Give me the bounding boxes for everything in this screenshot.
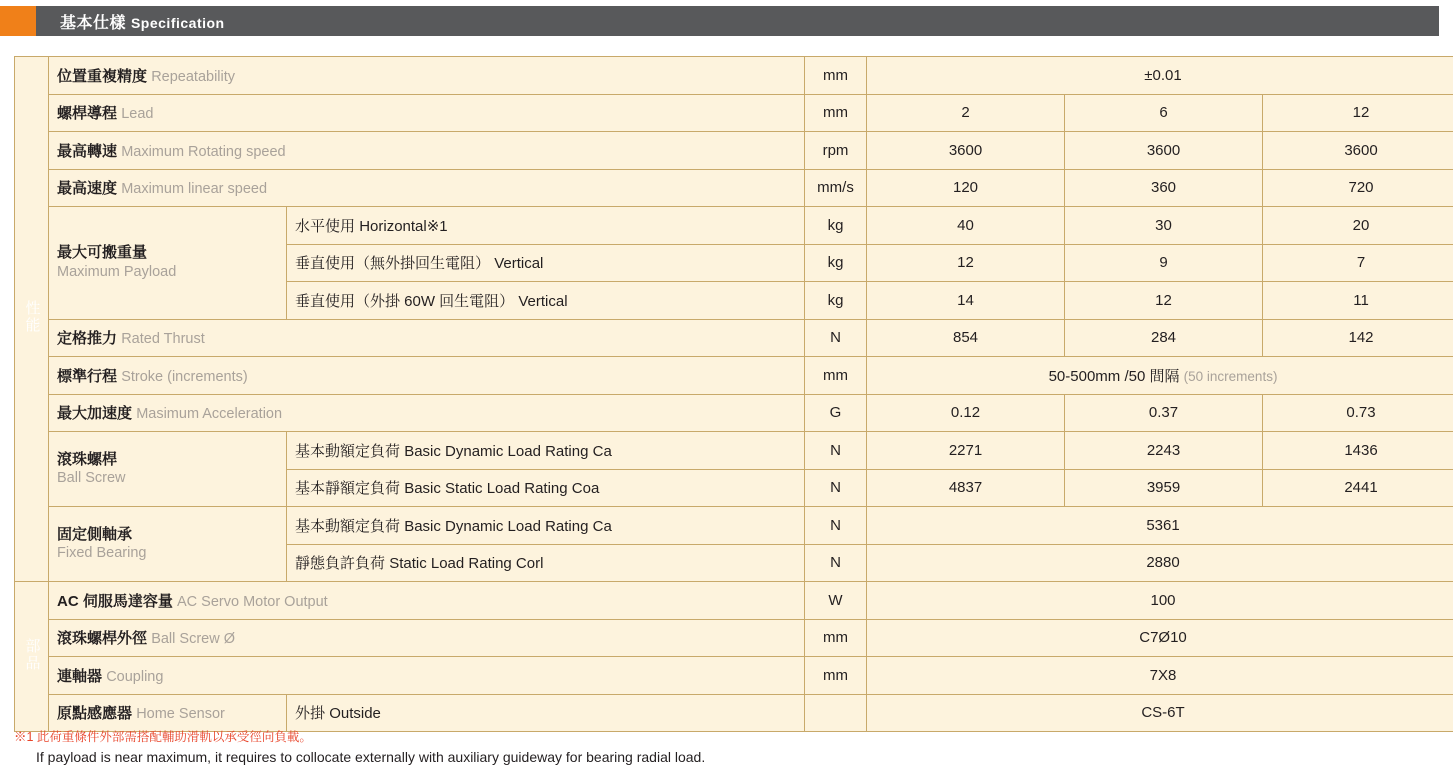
row-value-2: 3959 (1065, 469, 1263, 507)
row-value-3: 7 (1263, 244, 1453, 282)
row-unit: mm (805, 357, 867, 395)
row-label-cn: 最大可搬重量 (57, 244, 278, 263)
row-label-fixedbearing (49, 507, 287, 582)
row-value-1: 2 (867, 94, 1065, 132)
row-sublabel (287, 544, 805, 582)
row-label-cn: 連軸器 (57, 668, 102, 685)
row-value-all: 2880 (867, 544, 1453, 582)
row-label-en: Masimum Acceleration (136, 406, 282, 422)
row-label-en: Stroke (increments) (121, 369, 248, 385)
row-sublabel-cn: 基本動額定負荷 (295, 518, 400, 535)
footnote-line-cn: ※1 此荷重條件外部需搭配輔助滑軌以承受徑向負載。 (14, 728, 1439, 747)
group-label-components-text: 部品 (24, 638, 40, 672)
table-row (15, 319, 1453, 357)
row-sublabel (287, 469, 805, 507)
row-label-cn: 固定側軸承 (57, 526, 278, 545)
row-value-all: C7Ø10 (867, 619, 1453, 657)
header-accent-tab (0, 6, 36, 36)
row-unit: W (805, 582, 867, 620)
row-unit: mm (805, 657, 867, 695)
row-unit: N (805, 319, 867, 357)
table-row (15, 94, 1453, 132)
row-unit: N (805, 544, 867, 582)
row-sublabel-cn: 基本動額定負荷 (295, 443, 400, 460)
row-sublabel-en: Outside (329, 705, 381, 722)
row-label-en: Home Sensor (136, 706, 225, 722)
row-unit: mm/s (805, 169, 867, 207)
table-row (15, 694, 1453, 732)
row-label-payload (49, 207, 287, 320)
row-value-3: 2441 (1263, 469, 1453, 507)
section-title-cn: 基本仕樣 (60, 15, 126, 32)
footnote-marker: ※1 (427, 218, 448, 235)
row-value-2: 3600 (1065, 132, 1263, 170)
row-label-cn: 原點感應器 (57, 705, 132, 722)
row-sublabel-en: Vertical (518, 293, 567, 310)
row-value-2: 12 (1065, 282, 1263, 320)
section-title-en: Specification (131, 15, 225, 31)
row-unit: N (805, 432, 867, 470)
row-value-all: 100 (867, 582, 1453, 620)
row-value-all: CS-6T (867, 694, 1453, 732)
row-label (49, 582, 805, 620)
row-unit: mm (805, 57, 867, 95)
row-value-main: 50-500mm /50 間隔 (1049, 368, 1180, 385)
row-label (49, 169, 805, 207)
row-label (49, 57, 805, 95)
table-row (15, 657, 1453, 695)
row-value-all: 5361 (867, 507, 1453, 545)
row-unit: N (805, 507, 867, 545)
table-row (15, 432, 1453, 470)
row-label-cn: 最大加速度 (57, 405, 132, 422)
table-row (15, 207, 1453, 245)
row-label-cn: 最高轉速 (57, 143, 117, 160)
row-value-3: 20 (1263, 207, 1453, 245)
spec-table (14, 56, 1453, 732)
row-label-en: Lead (121, 106, 153, 122)
row-value-1: 3600 (867, 132, 1065, 170)
row-label-en: Maximum Payload (57, 263, 278, 281)
row-label-en: Repeatability (151, 69, 235, 85)
row-unit (805, 694, 867, 732)
row-value-3: 720 (1263, 169, 1453, 207)
row-value-1: 12 (867, 244, 1065, 282)
row-label-cn: 滾珠螺桿 (57, 451, 278, 470)
row-label (49, 394, 805, 432)
row-value-3: 11 (1263, 282, 1453, 320)
row-value-1: 0.12 (867, 394, 1065, 432)
row-unit: rpm (805, 132, 867, 170)
row-value-1: 4837 (867, 469, 1065, 507)
row-value-2: 284 (1065, 319, 1263, 357)
row-sublabel (287, 207, 805, 245)
row-unit: kg (805, 207, 867, 245)
row-label-cn: 標準行程 (57, 368, 117, 385)
row-label (49, 357, 805, 395)
footnote-line-en: If payload is near maximum, it requires to collocate externally with auxiliary guideway for bearing radial load. (36, 747, 1439, 768)
row-unit: mm (805, 94, 867, 132)
row-label-en: Maximum Rotating speed (121, 144, 285, 160)
row-sublabel (287, 694, 805, 732)
row-sublabel (287, 507, 805, 545)
row-label-en: Maximum linear speed (121, 181, 267, 197)
group-label-components (15, 582, 49, 732)
row-value-2: 30 (1065, 207, 1263, 245)
row-sublabel-en: Basic Dynamic Load Rating Ca (404, 443, 612, 460)
row-sublabel-en: Basic Static Load Rating Coa (404, 480, 599, 497)
row-label-cn: 螺桿導程 (57, 105, 117, 122)
row-value-3: 142 (1263, 319, 1453, 357)
row-sublabel-cn: 垂直使用（無外掛回生電阻） (295, 255, 490, 272)
row-label-cn: 定格推力 (57, 330, 117, 347)
group-label-performance-text: 性能 (24, 300, 40, 334)
row-value-3: 1436 (1263, 432, 1453, 470)
row-unit: kg (805, 244, 867, 282)
row-label (49, 319, 805, 357)
footnote-block (14, 728, 1439, 768)
row-value-1: 40 (867, 207, 1065, 245)
row-sublabel-cn: 水平使用 (295, 218, 355, 235)
row-unit: kg (805, 282, 867, 320)
row-label-cn: 滾珠螺桿外徑 (57, 630, 147, 647)
row-sublabel-en: Static Load Rating Corl (389, 555, 543, 572)
table-row (15, 132, 1453, 170)
table-row (15, 357, 1453, 395)
row-value-3: 3600 (1263, 132, 1453, 170)
table-row (15, 394, 1453, 432)
table-row (15, 619, 1453, 657)
table-row (15, 507, 1453, 545)
row-label (49, 132, 805, 170)
row-value-1: 14 (867, 282, 1065, 320)
table-row (15, 57, 1453, 95)
row-label-cn: 最高速度 (57, 180, 117, 197)
row-label-en: Rated Thrust (121, 331, 205, 347)
row-sublabel-cn: 基本靜額定負荷 (295, 480, 400, 497)
row-sublabel (287, 282, 805, 320)
row-value-1: 854 (867, 319, 1065, 357)
row-label-ballscrew (49, 432, 287, 507)
row-value-all (867, 357, 1453, 395)
row-sublabel-cn: 靜態負許負荷 (295, 555, 385, 572)
row-value-2: 2243 (1065, 432, 1263, 470)
row-unit: N (805, 469, 867, 507)
spec-table-wrap (14, 56, 1439, 732)
row-value-2: 9 (1065, 244, 1263, 282)
table-row (15, 582, 1453, 620)
row-label-cn: 位置重複精度 (57, 68, 147, 85)
row-value-note: (50 increments) (1184, 369, 1278, 384)
row-sublabel (287, 432, 805, 470)
row-sublabel-en: Vertical (494, 255, 543, 272)
row-sublabel-en: Basic Dynamic Load Rating Ca (404, 518, 612, 535)
row-label (49, 694, 287, 732)
row-unit: mm (805, 619, 867, 657)
section-title (60, 10, 225, 33)
row-label (49, 657, 805, 695)
section-header-bar (14, 6, 1439, 36)
row-value-2: 0.37 (1065, 394, 1263, 432)
group-label-performance (15, 57, 49, 582)
row-label-en: Fixed Bearing (57, 544, 278, 562)
row-label (49, 94, 805, 132)
row-unit: G (805, 394, 867, 432)
row-label-en: Ball Screw (57, 469, 278, 487)
row-value-2: 6 (1065, 94, 1263, 132)
row-label-en: Ball Screw Ø (151, 631, 235, 647)
row-value-1: 120 (867, 169, 1065, 207)
row-sublabel (287, 244, 805, 282)
row-value-all: 7X8 (867, 657, 1453, 695)
row-label (49, 619, 805, 657)
row-value-3: 12 (1263, 94, 1453, 132)
row-value-3: 0.73 (1263, 394, 1453, 432)
row-label-en: AC Servo Motor Output (177, 594, 328, 610)
row-sublabel-cn: 外掛 (295, 705, 325, 722)
row-value-2: 360 (1065, 169, 1263, 207)
table-row (15, 169, 1453, 207)
row-sublabel-en: Horizontal (359, 218, 427, 235)
row-value-all: ±0.01 (867, 57, 1453, 95)
row-sublabel-cn: 垂直使用（外掛 60W 回生電阻） (295, 293, 514, 310)
row-value-1: 2271 (867, 432, 1065, 470)
row-label-en: Coupling (106, 669, 163, 685)
row-label-cn: AC 伺服馬達容量 (57, 593, 173, 610)
